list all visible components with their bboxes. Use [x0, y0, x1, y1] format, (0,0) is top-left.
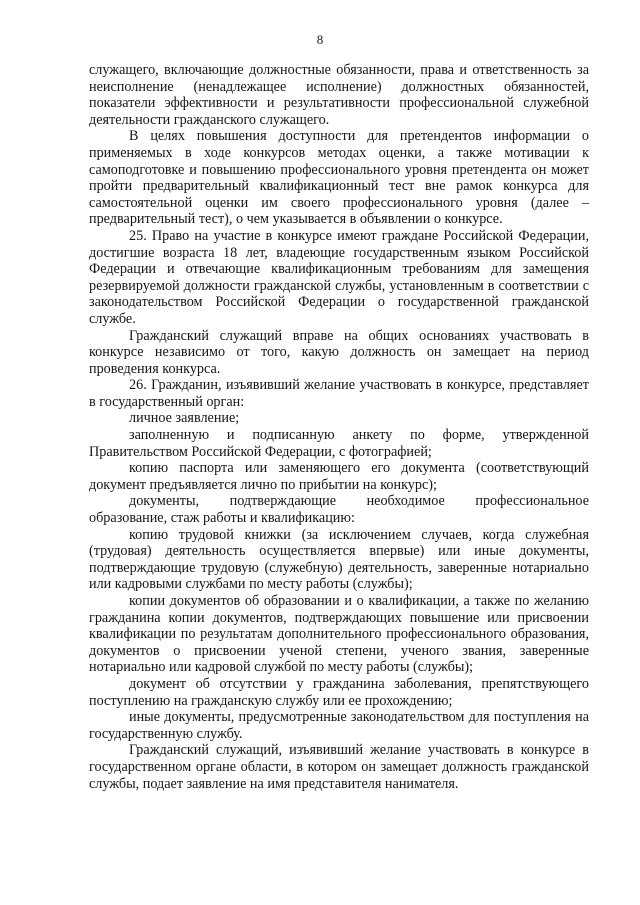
list-item-questionnaire: заполненную и подписанную анкету по форме, утвержденной Правительством Российской Федерации, с фотографией;	[89, 427, 589, 460]
list-item-personal-statement: личное заявление;	[129, 410, 240, 427]
paragraph-25-right-to-participate: 25. Право на участие в конкурсе имеют граждане Российской Федерации, достигшие возраста 18 лет, владеющие государственным языком Российской Федерации и отвечающие квалификационным требованиям для замещения резервируемой должности гражданской службы, установленным в соответствии с законодательством Российской Федерации о государственной гражданской службе.	[89, 227, 589, 327]
paragraph-civil-servant-application: Гражданский служащий, изъявивший желание участвовать в конкурсе в государственном органе области, в котором он замещает должность гражданской службы, подает заявление на имя представителя нанимателя.	[89, 742, 589, 792]
list-item-education-copies: копии документов об образовании и о квалификации, а также по желанию гражданина копии документов, подтверждающих повышение или присвоении квалификации по результатам дополнительного профессионального образования, документов о присвоении ученой степени, ученого звания, заверенные нотариально или кадровой службой по месту работы (службы);	[89, 593, 589, 676]
page-number: 8	[316, 32, 324, 47]
list-item-health-document: документ об отсутствии у гражданина заболевания, препятствующего поступлению на гражданскую службу или ее прохождению;	[89, 675, 589, 709]
document-body	[89, 62, 589, 792]
paragraph-continuation: служащего, включающие должностные обязанности, права и ответственность за неисполнение (ненадлежащее исполнение) должностных обязанностей, показатели эффективности и результативности профессиональной служебной деятельности гражданского служащего.	[89, 62, 589, 128]
list-item-education-documents: документы, подтверждающие необходимое профессиональное образование, стаж работы и квалификацию:	[89, 493, 589, 527]
paragraph-preliminary-test: В целях повышения доступности для претендентов информации о применяемых в ходе конкурсов методах оценки, а также мотивации к самоподготовке и повышению профессионального уровня претендента он может пройти предварительный квалификационный тест вне рамок конкурса для самостоятельной оценки им своего профессионального уровня (далее – предварительный тест), о чем указывается в объявлении о конкурсе.	[89, 128, 589, 228]
list-item-passport-copy: копию паспорта или заменяющего его документа (соответствующий документ предъявляется лично по прибытии на конкурс);	[89, 460, 589, 493]
paragraph-civil-servant-rights: Гражданский служащий вправе на общих основаниях участвовать в конкурсе независимо от того, какую должность он замещает на период проведения конкурса.	[89, 327, 589, 377]
paragraph-26-documents-intro: 26. Гражданин, изъявивший желание участвовать в конкурсе, представляет в государственный орган:	[89, 377, 589, 410]
list-item-other-documents: иные документы, предусмотренные законодательством для поступления на государственную службу.	[89, 709, 589, 742]
list-item-employment-book: копию трудовой книжки (за исключением случаев, когда служебная (трудовая) деятельность осуществляется впервые) или иные документы, подтверждающие трудовую (служебную) деятельность, заверенные нотариально или кадровыми службами по месту работы (службы);	[89, 526, 589, 593]
